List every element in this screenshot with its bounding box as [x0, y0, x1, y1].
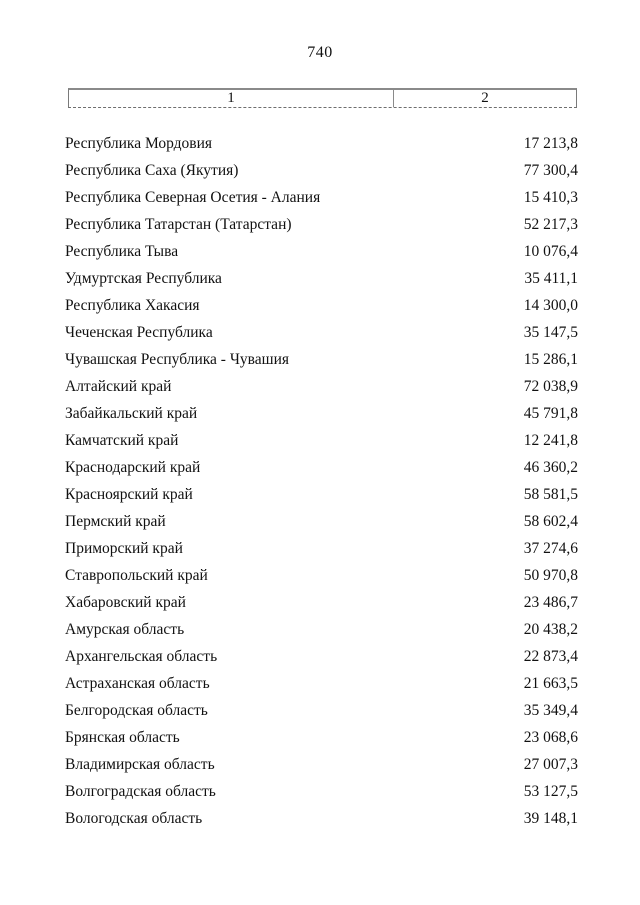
region-name: Амурская область — [65, 620, 185, 638]
region-value: 52 217,3 — [523, 215, 578, 233]
region-value: 50 970,8 — [523, 566, 578, 584]
table-row — [65, 427, 578, 454]
region-value: 15 410,3 — [523, 188, 578, 206]
region-value: 15 286,1 — [523, 350, 578, 368]
region-name: Белгородская область — [65, 701, 208, 719]
region-value: 35 147,5 — [523, 323, 578, 341]
table-row — [65, 508, 578, 535]
region-name: Республика Татарстан (Татарстан) — [65, 215, 292, 233]
table-row — [65, 373, 578, 400]
region-value: 17 213,8 — [523, 134, 578, 152]
table-row — [65, 400, 578, 427]
region-value: 22 873,4 — [523, 647, 578, 665]
region-name: Республика Саха (Якутия) — [65, 161, 239, 179]
region-name: Камчатский край — [65, 431, 179, 449]
region-name: Брянская область — [65, 728, 180, 746]
region-value: 58 581,5 — [523, 485, 578, 503]
region-value: 27 007,3 — [523, 755, 578, 773]
region-name: Чувашская Республика - Чувашия — [65, 350, 290, 368]
table-row — [65, 157, 578, 184]
table-row — [65, 562, 578, 589]
table-header-col1: 1 — [69, 90, 394, 107]
table-row — [65, 751, 578, 778]
region-value: 12 241,8 — [523, 431, 578, 449]
table-row — [65, 805, 578, 832]
region-name: Республика Тыва — [65, 242, 179, 260]
region-value: 46 360,2 — [523, 458, 578, 476]
region-value: 39 148,1 — [523, 809, 578, 827]
region-name: Удмуртская Республика — [65, 269, 222, 287]
table-row — [65, 238, 578, 265]
region-value: 35 411,1 — [524, 269, 578, 287]
region-name: Вологодская область — [65, 809, 203, 827]
region-name: Республика Мордовия — [65, 134, 213, 152]
region-value: 72 038,9 — [523, 377, 578, 395]
region-value: 45 791,8 — [523, 404, 578, 422]
region-name: Приморский край — [65, 539, 183, 557]
table-row — [65, 292, 578, 319]
page-number: 740 — [307, 44, 333, 61]
table-row — [65, 589, 578, 616]
table-row — [65, 697, 578, 724]
table-row — [65, 535, 578, 562]
table-row — [65, 481, 578, 508]
region-value: 20 438,2 — [523, 620, 578, 638]
region-name: Республика Хакасия — [65, 296, 200, 314]
region-value: 14 300,0 — [523, 296, 578, 314]
region-value: 10 076,4 — [523, 242, 578, 260]
region-name: Республика Северная Осетия - Алания — [65, 188, 321, 206]
region-value: 35 349,4 — [523, 701, 578, 719]
region-value: 77 300,4 — [523, 161, 578, 179]
table-row — [65, 616, 578, 643]
table-row — [65, 346, 578, 373]
table-row — [65, 130, 578, 157]
region-name: Забайкальский край — [65, 404, 198, 422]
region-name: Астраханская область — [65, 674, 210, 692]
region-name: Архангельская область — [65, 647, 218, 665]
region-name: Ставропольский край — [65, 566, 208, 584]
table-row — [65, 670, 578, 697]
region-value: 37 274,6 — [523, 539, 578, 557]
table-row — [65, 454, 578, 481]
table-row — [65, 211, 578, 238]
table-row — [65, 184, 578, 211]
region-name: Владимирская область — [65, 755, 215, 773]
region-name: Волгоградская область — [65, 782, 216, 800]
region-value: 58 602,4 — [523, 512, 578, 530]
region-value: 23 486,7 — [523, 593, 578, 611]
table-row — [65, 319, 578, 346]
table-row — [65, 265, 578, 292]
table-body — [65, 130, 578, 832]
region-name: Алтайский край — [65, 377, 172, 395]
region-value: 23 068,6 — [523, 728, 578, 746]
region-name: Хабаровский край — [65, 593, 186, 611]
region-name: Пермский край — [65, 512, 166, 530]
table-header-row — [68, 88, 577, 108]
region-value: 53 127,5 — [523, 782, 578, 800]
table-row — [65, 778, 578, 805]
region-value: 21 663,5 — [523, 674, 578, 692]
region-name: Красноярский край — [65, 485, 193, 503]
region-name: Краснодарский край — [65, 458, 201, 476]
table-header-col2: 2 — [481, 90, 489, 106]
table-row — [65, 643, 578, 670]
region-name: Чеченская Республика — [65, 323, 213, 341]
table-row — [65, 724, 578, 751]
